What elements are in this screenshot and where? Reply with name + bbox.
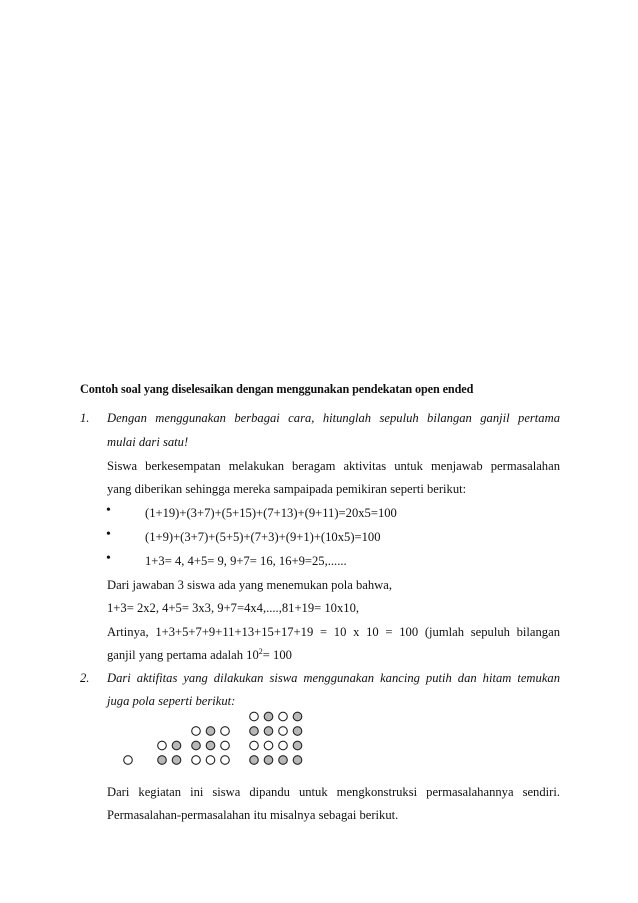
white-button-dot [250, 712, 259, 721]
grey-button-dot [250, 727, 259, 736]
closing-line-2: Permasalahan-permasalahan itu misalnya sebagai berikut. [107, 808, 399, 822]
bullet-marker: • [106, 503, 111, 518]
white-button-dot [192, 756, 201, 765]
item-2-question-line-1: Dari aktifitas yang dilakukan siswa menggunakan kancing putih dan hitam temukan [107, 671, 560, 685]
closing-line-1: Dari kegiatan ini siswa dipandu untuk mengkonstruksi permasalahannya sendiri. [107, 785, 560, 799]
white-button-dot [221, 741, 230, 750]
button-pattern-figure [116, 703, 306, 767]
conclusion-line-1: Artinya, 1+3+5+7+9+11+13+15+17+19 = 10 x 10 = 100 (jumlah sepuluh bilangan [107, 625, 560, 639]
bullet-marker: • [106, 551, 111, 566]
bullet-text-3: 1+3= 4, 4+5= 9, 9+7= 16, 16+9=25,...... [145, 554, 347, 568]
bullet-text-2: (1+9)+(3+7)+(5+5)+(7+3)+(9+1)+(10x5)=100 [145, 530, 381, 544]
grey-button-dot [172, 741, 181, 750]
grey-button-dot [264, 712, 273, 721]
grey-button-dot [158, 756, 167, 765]
grey-button-dot [192, 741, 201, 750]
white-button-dot [124, 756, 133, 765]
item-1-question-line-2: mulai dari satu! [107, 435, 189, 449]
conclusion-suffix: = 100 [262, 648, 292, 662]
button-group-2x2 [158, 741, 181, 764]
grey-button-dot [250, 756, 259, 765]
white-button-dot [264, 741, 273, 750]
item-1-intro-line-2: yang diberikan sehingga mereka sampaipada pemikiran seperti berikut: [107, 482, 467, 496]
grey-button-dot [206, 727, 215, 736]
white-button-dot [221, 756, 230, 765]
grey-button-dot [293, 756, 302, 765]
white-button-dot [279, 741, 288, 750]
grey-button-dot [206, 741, 215, 750]
button-group-3x3 [192, 727, 230, 765]
grey-button-dot [264, 756, 273, 765]
white-button-dot [221, 727, 230, 736]
item-2-question-line-2: juga pola seperti berikut: [107, 694, 236, 708]
item-1-intro-line-1: Siswa berkesempatan melakukan beragam aktivitas untuk menjawab permasalahan [107, 459, 560, 473]
item-1-number: 1. [80, 411, 90, 425]
white-button-dot [250, 741, 259, 750]
conclusion-line-2 [107, 647, 292, 663]
grey-button-dot [293, 741, 302, 750]
item-2-number: 2. [80, 671, 90, 685]
grey-button-dot [293, 712, 302, 721]
exponent: 2 [258, 647, 263, 656]
grey-button-dot [172, 756, 181, 765]
white-button-dot [279, 712, 288, 721]
pattern-line-2: 1+3= 2x2, 4+5= 3x3, 9+7=4x4,....,81+19= 10x10, [107, 601, 360, 615]
pattern-line-1: Dari jawaban 3 siswa ada yang menemukan pola bahwa, [107, 578, 393, 592]
grey-button-dot [264, 727, 273, 736]
bullet-text-1: (1+19)+(3+7)+(5+15)+(7+13)+(9+11)=20x5=100 [145, 506, 397, 520]
white-button-dot [158, 741, 167, 750]
bullet-marker: • [106, 527, 111, 542]
grey-button-dot [279, 756, 288, 765]
grey-button-dot [293, 727, 302, 736]
button-group-4x4 [250, 712, 302, 764]
item-1-question-line-1: Dengan menggunakan berbagai cara, hitunglah sepuluh bilangan ganjil pertama [107, 411, 560, 425]
white-button-dot [192, 727, 201, 736]
section-heading: Contoh soal yang diselesaikan dengan menggunakan pendekatan open ended [80, 382, 474, 396]
conclusion-prefix: ganjil yang pertama adalah 10 [107, 648, 259, 662]
white-button-dot [206, 756, 215, 765]
button-group-1x1 [124, 756, 133, 765]
white-button-dot [279, 727, 288, 736]
